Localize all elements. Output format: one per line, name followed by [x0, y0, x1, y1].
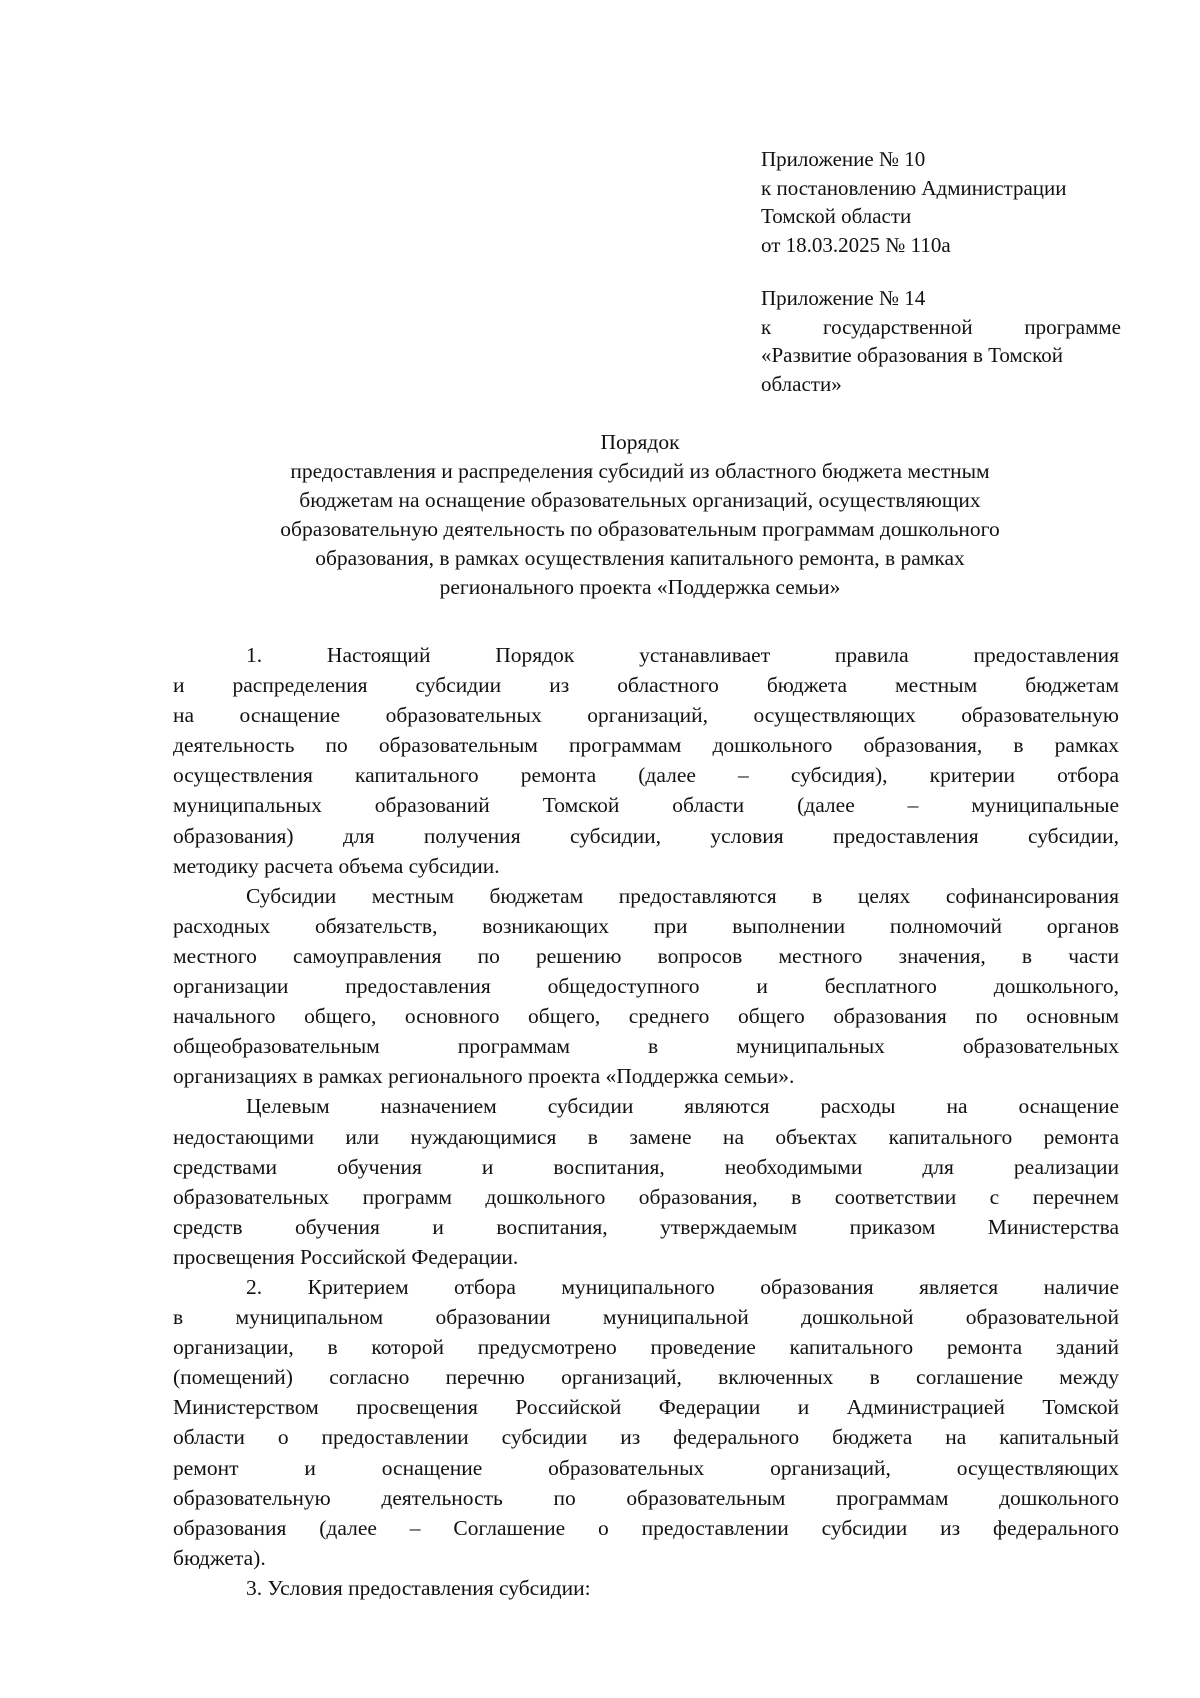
text-line: образовательных программ дошкольного образования, в соответствии с перечнем	[173, 1184, 1119, 1209]
document-title	[170, 428, 1110, 602]
title-line: образовательную деятельность по образовательным программам дошкольного	[280, 517, 1000, 541]
text-line: деятельность по образовательным программам дошкольного образования, в рамках	[173, 733, 1119, 758]
text-line: (помещений) согласно перечню организаций, включенных в соглашение между	[173, 1365, 1119, 1390]
text-line: местного самоуправления по решению вопросов местного значения, в части	[173, 943, 1119, 968]
appendix-line: «Развитие образования в Томской	[761, 343, 1063, 367]
text-line: ремонт и оснащение образовательных организаций, осуществляющих	[173, 1455, 1119, 1480]
text-line: муниципальных образований Томской области (далее – муниципальные	[173, 793, 1119, 818]
paragraph-3	[173, 1573, 1119, 1603]
paragraph-target-purpose	[173, 1091, 1119, 1272]
text-line: организации, в которой предусмотрено проведение капитального ремонта зданий	[173, 1335, 1119, 1360]
text-line: бюджета).	[173, 1545, 266, 1570]
title-line: предоставления и распределения субсидий из областного бюджета местным	[290, 459, 990, 483]
text-line: в муниципальном образовании муниципальной дошкольной образовательной	[173, 1305, 1119, 1330]
text-line: образования (далее – Соглашение о предоставлении субсидии из федерального	[173, 1515, 1119, 1540]
text-line: 1. Настоящий Порядок устанавливает правила предоставления	[246, 643, 1119, 667]
text-line: на оснащение образовательных организаций, осуществляющих образовательную	[173, 703, 1119, 728]
title-line: регионального проекта «Поддержка семьи»	[439, 575, 841, 599]
text-line: организациях в рамках регионального проекта «Поддержка семьи».	[173, 1064, 795, 1089]
appendix-14-block	[761, 284, 1121, 398]
paragraph-subsidies-purpose	[173, 881, 1119, 1092]
text-line: средств обучения и воспитания, утверждаемым приказом Министерства	[173, 1214, 1119, 1239]
title-line: бюджетам на оснащение образовательных организаций, осуществляющих	[299, 488, 981, 512]
text-line: просвещения Российской Федерации.	[173, 1244, 519, 1269]
paragraph-2	[173, 1272, 1119, 1573]
appendix-line: области»	[761, 371, 842, 396]
text-line: осуществления капитального ремонта (далее – субсидия), критерии отбора	[173, 763, 1119, 788]
text-line: Министерством просвещения Российской Федерации и Администрацией Томской	[173, 1395, 1119, 1420]
text-line: образовательную деятельность по образовательным программам дошкольного	[173, 1485, 1119, 1510]
text-line: 3. Условия предоставления субсидии:	[246, 1575, 591, 1600]
text-line: Субсидии местным бюджетам предоставляются в целях софинансирования	[246, 883, 1119, 908]
text-line: Целевым назначением субсидии являются расходы на оснащение	[246, 1094, 1119, 1119]
text-line: образования) для получения субсидии, условия предоставления субсидии,	[173, 823, 1119, 848]
appendix-line: к постановлению Администрации	[761, 175, 1067, 200]
appendix-10-block	[761, 145, 1121, 259]
text-line: организации предоставления общедоступного и бесплатного дошкольного,	[173, 974, 1119, 999]
paragraph-1	[173, 640, 1119, 881]
text-line: расходных обязательств, возникающих при выполнении полномочий органов	[173, 913, 1119, 938]
appendix-line: Томской области	[761, 204, 912, 228]
appendix-line: от 18.03.2025 № 110а	[761, 232, 951, 257]
text-line: 2. Критерием отбора муниципального образования является наличие	[246, 1274, 1119, 1299]
title-heading: Порядок	[600, 430, 680, 454]
appendix-line: к государственной программе	[761, 314, 1121, 339]
text-line: методику расчета объема субсидии.	[173, 853, 500, 878]
appendix-line: Приложение № 10	[761, 147, 926, 171]
text-line: начального общего, основного общего, среднего общего образования по основным	[173, 1004, 1119, 1029]
appendix-line: Приложение № 14	[761, 286, 926, 310]
document-body	[173, 640, 1119, 1603]
text-line: области о предоставлении субсидии из федерального бюджета на капитальный	[173, 1425, 1119, 1450]
text-line: недостающими или нуждающимися в замене на объектах капитального ремонта	[173, 1124, 1119, 1149]
title-line: образования, в рамках осуществления капитального ремонта, в рамках	[315, 546, 965, 570]
text-line: средствами обучения и воспитания, необходимыми для реализации	[173, 1154, 1119, 1179]
text-line: и распределения субсидии из областного бюджета местным бюджетам	[173, 673, 1119, 698]
text-line: общеобразовательным программам в муниципальных образовательных	[173, 1034, 1119, 1059]
